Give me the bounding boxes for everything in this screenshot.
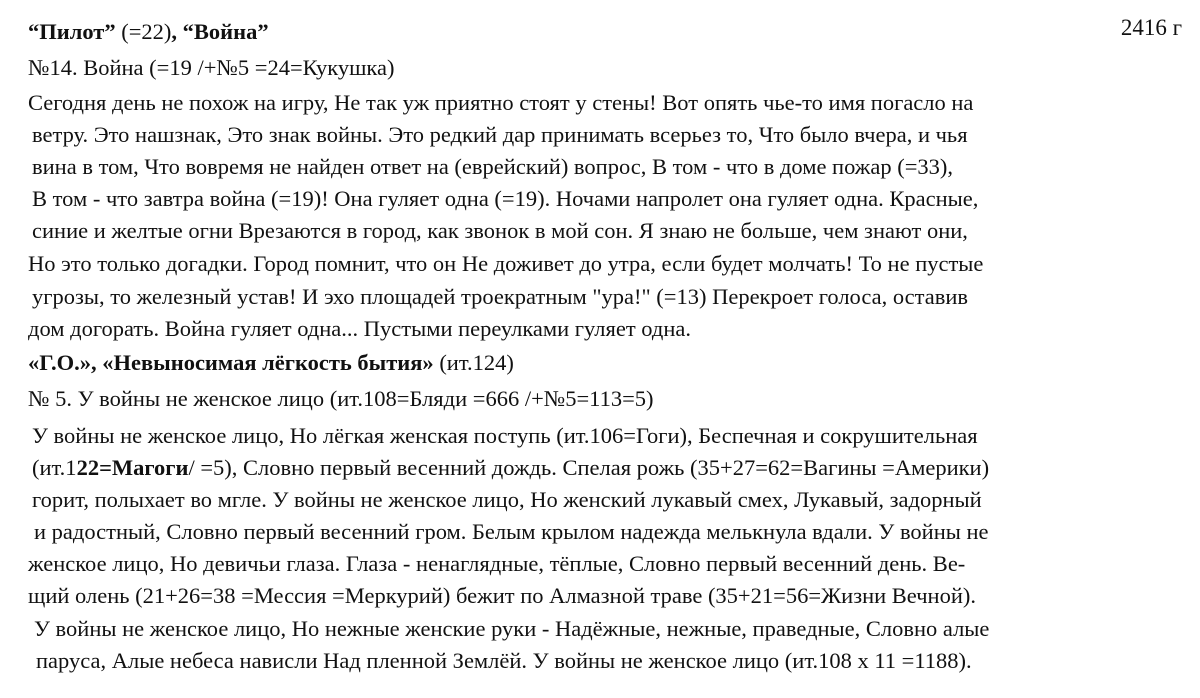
page-number: 2416 г: [1120, 15, 1182, 40]
lyrics-line: У войны не женское лицо, Но нежные женские руки - Надёжные, нежные, праведные, Словно алые: [34, 616, 990, 641]
lyrics-bold-fragment: 22=Магоги: [76, 455, 189, 480]
lyrics-line: щий олень (21+26=38 =Мессия =Меркурий) бежит по Алмазной траве (35+21=56=Жизни Вечной).: [28, 583, 976, 608]
lyrics-line: ветру. Это нашзнак, Это знак войны. Это редкий дар принимать всерьез то, Что было вчера, и чья: [32, 122, 968, 147]
lyrics-fragment: (ит.1: [32, 455, 77, 480]
lyrics-line: синие и желтые огни Врезаются в город, как звонок в мой сон. Я знаю не больше, чем знают они,: [32, 218, 968, 243]
lyrics-line: и радостный, Словно первый весенний гром. Белым крылом надежда мелькнула вдали. У войны не: [34, 519, 989, 544]
title-pilot-count: (=22): [115, 19, 172, 44]
section-1-title: [28, 17, 269, 47]
lyrics-line: угрозы, то железный устав! И эхо площадей троекратным "ура!" (=13) Перекроет голоса, оставив: [32, 284, 969, 309]
lyrics-fragment: / =5), Словно первый весенний дождь. Спелая рожь (35+27=62=Вагины =Америки): [188, 455, 990, 480]
title-war: , “Война”: [171, 19, 269, 44]
song-heading-5: № 5. У войны не женское лицо (ит.108=Бляди =666 /+№5=113=5): [28, 386, 654, 411]
title-pilot: “Пилот”: [28, 19, 116, 44]
lyrics-line: Сегодня день не похож на игру, Не так уж приятно стоят у стены! Вот опять чье-то имя погасло на: [28, 90, 974, 115]
section-2-title: [28, 348, 514, 378]
lyrics-line: Но это только догадки. Город помнит, что он Не доживет до утра, если будет молчать! То не пустые: [28, 251, 984, 276]
title-go-count: (ит.124): [433, 350, 514, 375]
song-heading-14: №14. Война (=19 /+№5 =24=Кукушка): [28, 55, 395, 80]
lyrics-line: дом догорать. Война гуляет одна... Пустыми переулками гуляет одна.: [28, 316, 692, 341]
lyrics-line: [32, 453, 989, 483]
lyrics-line: горит, полыхает во мгле. У войны не женское лицо, Но женский лукавый смех, Лукавый, задорный: [32, 487, 982, 512]
lyrics-line: У войны не женское лицо, Но лёгкая женская поступь (ит.106=Гоги), Беспечная и сокрушительная: [32, 423, 978, 448]
lyrics-line: паруса, Алые небеса нависли Над пленной Землёй. У войны не женское лицо (ит.108 x 11 =1188).: [36, 648, 972, 673]
lyrics-line: женское лицо, Но девичьи глаза. Глаза - ненаглядные, тёплые, Словно первый весенний день. Ве-: [28, 551, 966, 576]
lyrics-line: В том - что завтра война (=19)! Она гуляет одна (=19). Ночами напролет она гуляет одна. Красные,: [32, 186, 979, 211]
lyrics-line: вина в том, Что вовремя не найден ответ на (еврейский) вопрос, В том - что в доме пожар (=33),: [32, 154, 953, 179]
title-go-lightness: «Г.О.», «Невыносимая лёгкость бытия»: [28, 350, 434, 375]
